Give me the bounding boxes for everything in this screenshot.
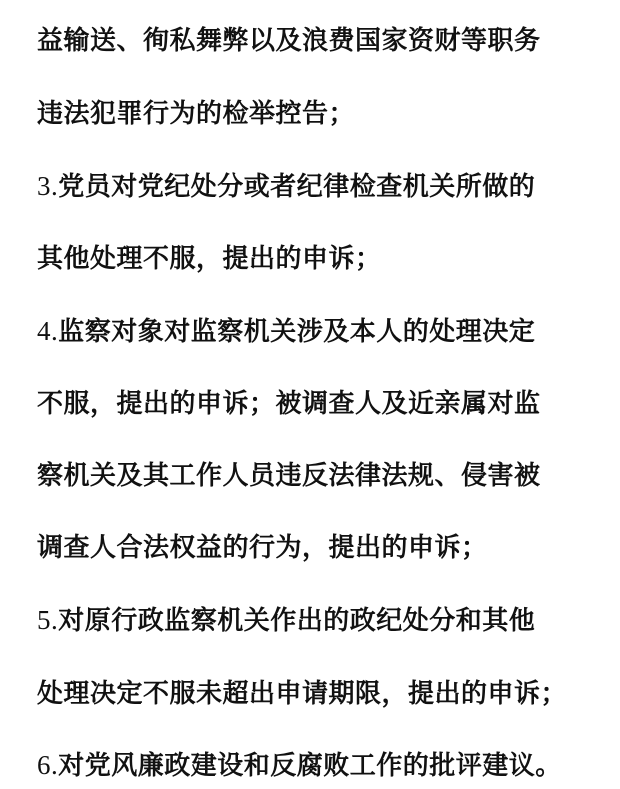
text-line-9 [37,600,535,640]
text-line-4 [37,238,382,278]
line-text: 益输送、徇私舞弊以及浪费国家资财等职务 [37,26,541,56]
line-text: 不服，提出的申诉；被调查人及近亲属对监 [37,389,541,419]
line-text: 调查人合法权益的行为，提出的申诉； [37,533,488,563]
line-text: 对党风廉政建设和反腐败工作的批评建议。 [58,751,562,781]
line-text: 察机关及其工作人员违反法律法规、侵害被 [37,461,541,491]
item-number-5: 5. [37,605,59,635]
text-line-5 [37,311,535,351]
line-text: 党员对党纪处分或者纪律检查机关所做的 [58,172,536,202]
line-text: 处理决定不服未超出申请期限，提出的申诉； [37,679,568,709]
item-number-3: 3. [37,171,59,201]
text-line-10 [37,673,567,713]
text-line-11 [37,745,562,785]
line-text: 违法犯罪行为的检举控告； [37,99,356,129]
text-line-7 [37,455,541,495]
item-number-4: 4. [37,316,59,346]
line-text: 其他处理不服，提出的申诉； [37,244,382,274]
text-line-8 [37,527,488,567]
text-line-2 [37,93,355,133]
text-line-1 [37,20,541,60]
text-line-3 [37,166,535,206]
item-number-6: 6. [37,750,59,780]
line-text: 监察对象对监察机关涉及本人的处理决定 [58,317,536,347]
line-text: 对原行政监察机关作出的政纪处分和其他 [58,606,536,636]
text-line-6 [37,383,541,423]
